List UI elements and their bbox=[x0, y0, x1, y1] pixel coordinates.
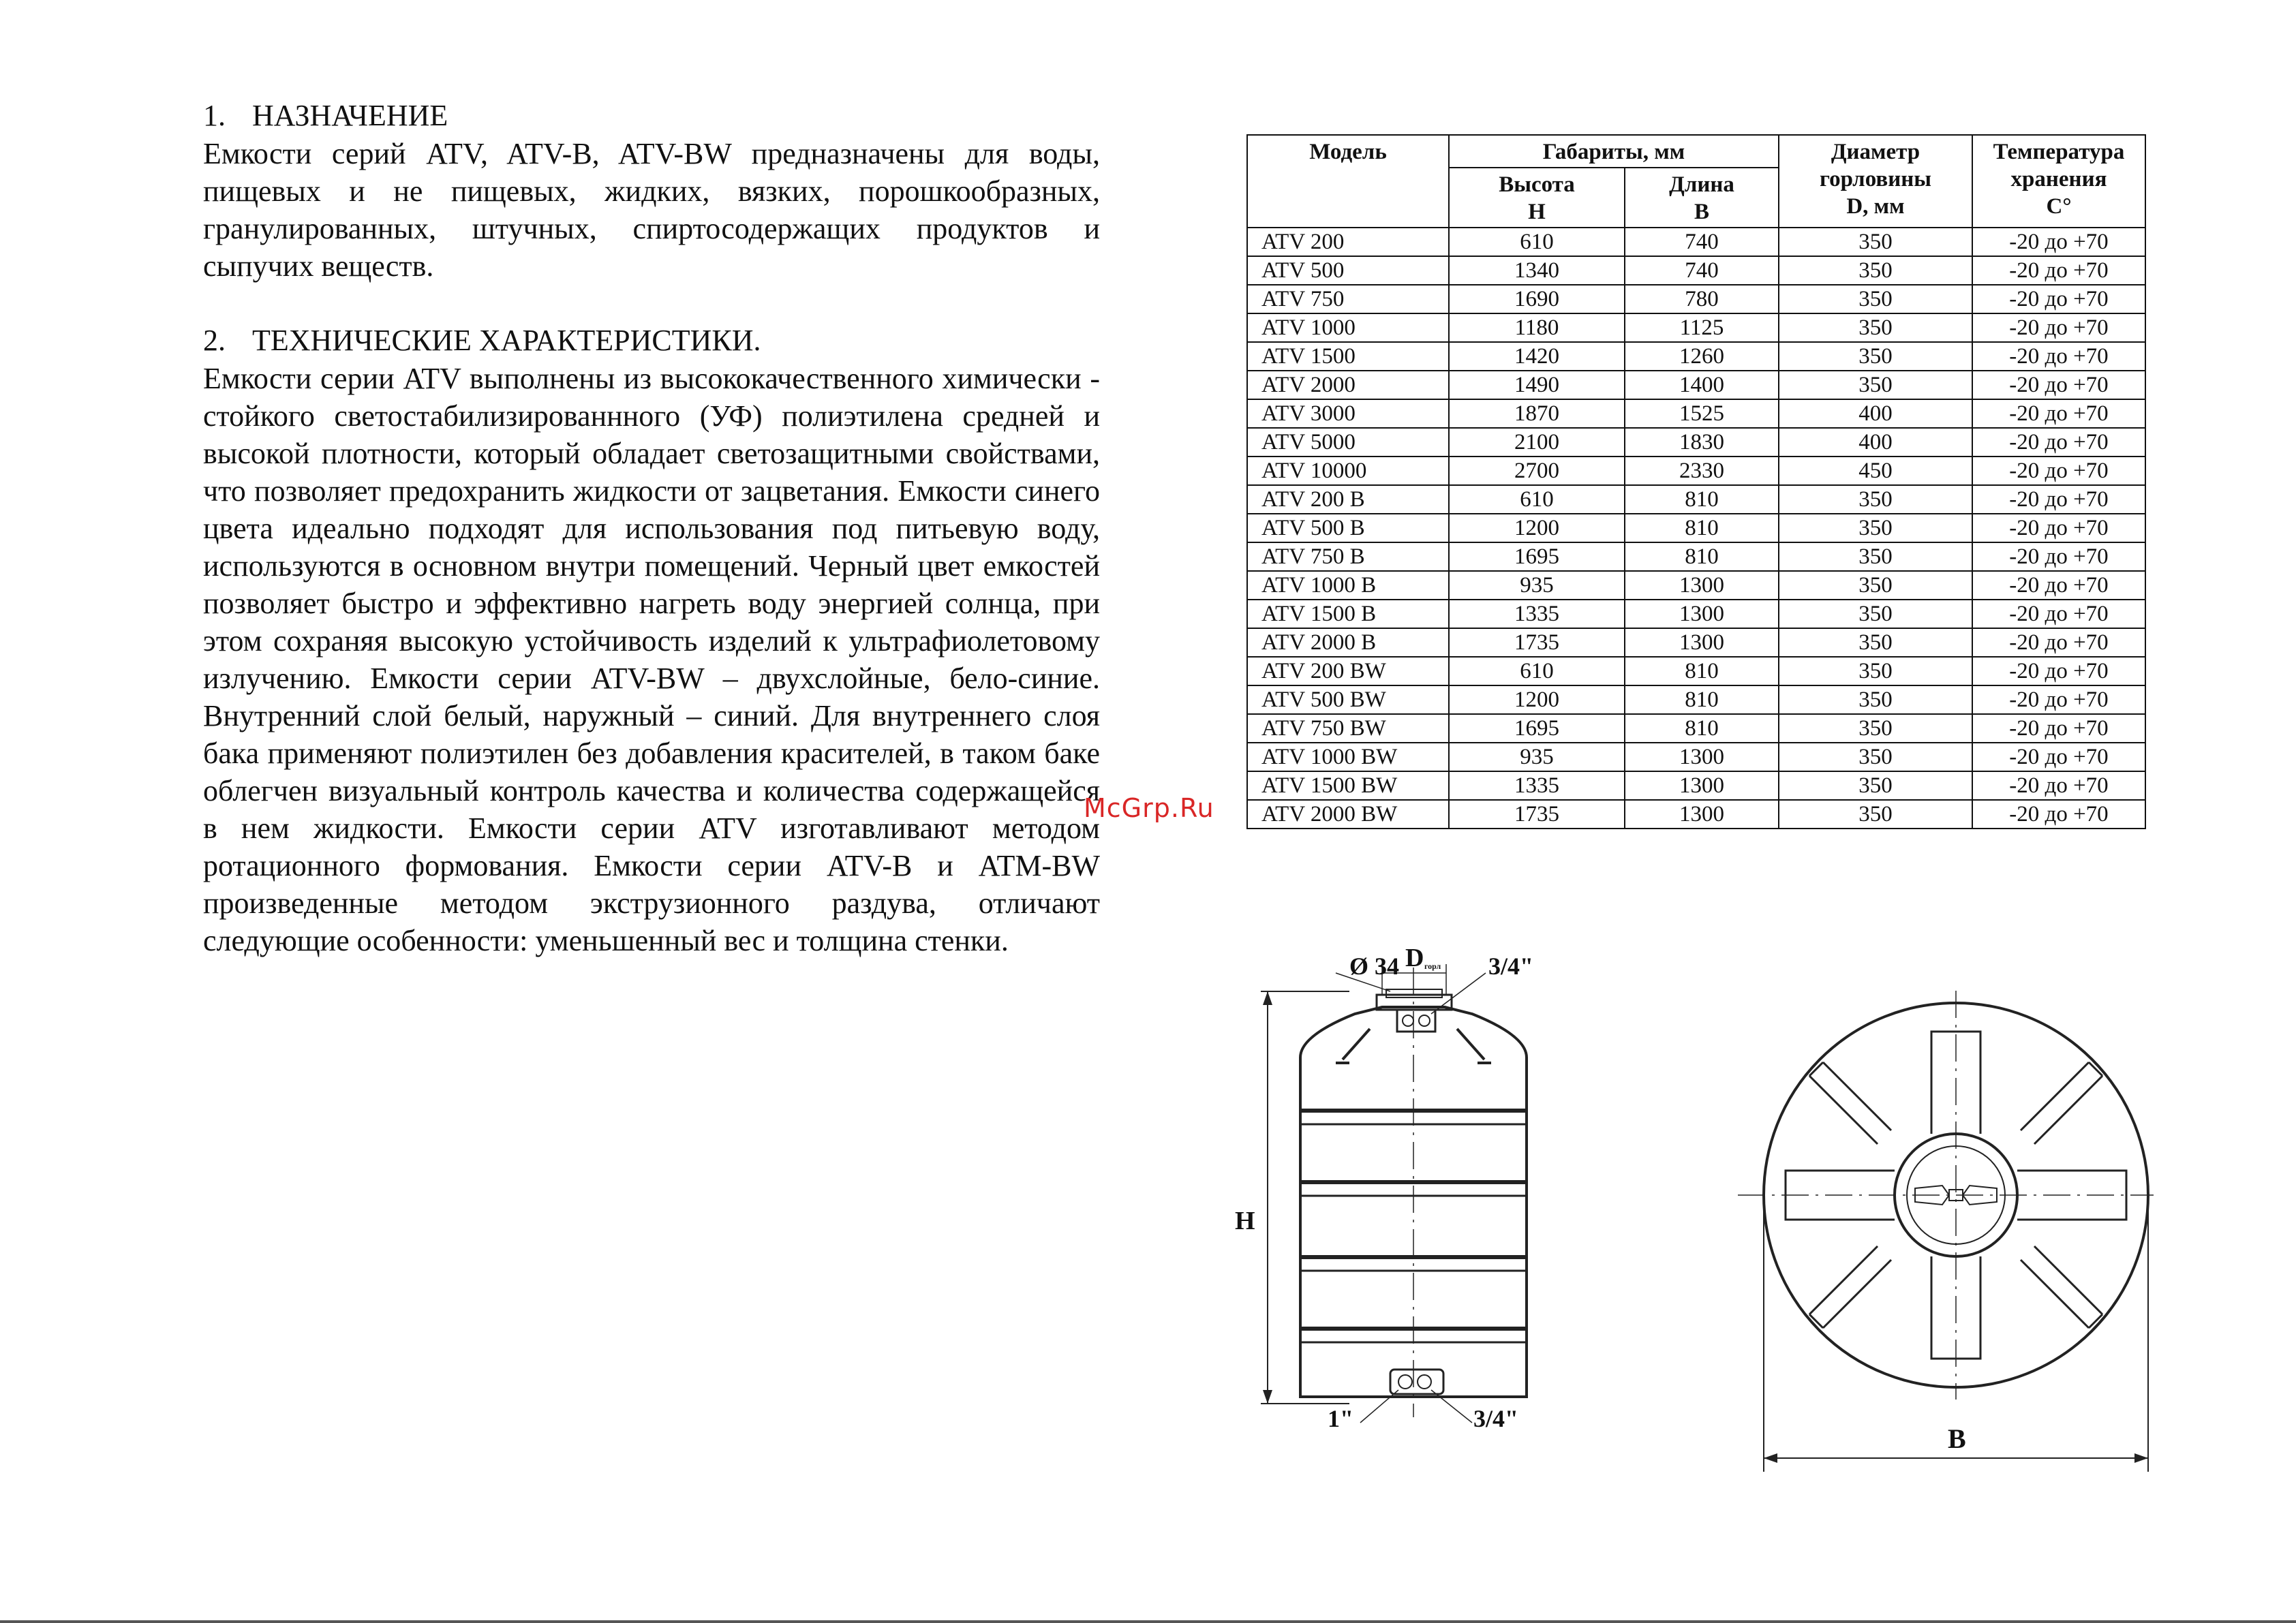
cell-length: 1525 bbox=[1625, 399, 1779, 428]
cell-length: 740 bbox=[1625, 256, 1779, 285]
label-top-fitting: 3/4" bbox=[1488, 953, 1533, 980]
cell-temperature: -20 до +70 bbox=[1972, 714, 2145, 743]
cell-model: ATV 500 bbox=[1247, 256, 1449, 285]
cell-diameter: 350 bbox=[1779, 485, 1972, 514]
cell-length: 780 bbox=[1625, 285, 1779, 313]
cell-model: ATV 2000 bbox=[1247, 371, 1449, 399]
table-row bbox=[1247, 285, 2145, 313]
label-h: H bbox=[1235, 1207, 1255, 1235]
cell-model: ATV 500 BW bbox=[1247, 685, 1449, 714]
cell-temperature: -20 до +70 bbox=[1972, 685, 2145, 714]
cell-height: 1870 bbox=[1449, 399, 1625, 428]
cell-height: 2700 bbox=[1449, 457, 1625, 485]
table-row bbox=[1247, 657, 2145, 685]
cell-diameter: 350 bbox=[1779, 228, 1972, 256]
cell-temperature: -20 до +70 bbox=[1972, 428, 2145, 457]
table-row bbox=[1247, 571, 2145, 600]
cell-height: 1420 bbox=[1449, 342, 1625, 371]
cell-diameter: 400 bbox=[1779, 399, 1972, 428]
cell-temperature: -20 до +70 bbox=[1972, 285, 2145, 313]
cell-length: 810 bbox=[1625, 714, 1779, 743]
cell-model: ATV 200 B bbox=[1247, 485, 1449, 514]
section-1-heading bbox=[203, 97, 1100, 135]
cell-model: ATV 1500 bbox=[1247, 342, 1449, 371]
cell-length: 1300 bbox=[1625, 600, 1779, 628]
cell-model: ATV 5000 bbox=[1247, 428, 1449, 457]
header-temperature: Температура хранения C° bbox=[1972, 135, 2145, 228]
text-column bbox=[203, 97, 1100, 959]
cell-diameter: 350 bbox=[1779, 628, 1972, 657]
cell-diameter: 350 bbox=[1779, 542, 1972, 571]
cell-model: ATV 750 bbox=[1247, 285, 1449, 313]
table-row bbox=[1247, 342, 2145, 371]
cell-diameter: 350 bbox=[1779, 685, 1972, 714]
cell-height: 1340 bbox=[1449, 256, 1625, 285]
cell-height: 1735 bbox=[1449, 800, 1625, 829]
cell-model: ATV 750 BW bbox=[1247, 714, 1449, 743]
cell-diameter: 350 bbox=[1779, 256, 1972, 285]
section-2-title: ТЕХНИЧЕСКИЕ ХАРАКТЕРИСТИКИ. bbox=[252, 324, 761, 357]
cell-temperature: -20 до +70 bbox=[1972, 800, 2145, 829]
cell-height: 610 bbox=[1449, 657, 1625, 685]
cell-diameter: 350 bbox=[1779, 800, 1972, 829]
cell-model: ATV 750 B bbox=[1247, 542, 1449, 571]
label-d-subscript: горл bbox=[1424, 961, 1441, 971]
section-2-heading bbox=[203, 322, 1100, 360]
cell-temperature: -20 до +70 bbox=[1972, 628, 2145, 657]
header-height: Высота H bbox=[1449, 168, 1625, 228]
table-row bbox=[1247, 457, 2145, 485]
cell-height: 935 bbox=[1449, 571, 1625, 600]
cell-diameter: 350 bbox=[1779, 342, 1972, 371]
cell-model: ATV 1500 BW bbox=[1247, 771, 1449, 800]
cell-temperature: -20 до +70 bbox=[1972, 485, 2145, 514]
cell-temperature: -20 до +70 bbox=[1972, 571, 2145, 600]
cell-temperature: -20 до +70 bbox=[1972, 228, 2145, 256]
cell-diameter: 350 bbox=[1779, 285, 1972, 313]
tank-side-view bbox=[1261, 964, 1527, 1423]
cell-diameter: 400 bbox=[1779, 428, 1972, 457]
cell-length: 810 bbox=[1625, 542, 1779, 571]
tank-top-view bbox=[1738, 991, 2154, 1400]
cell-temperature: -20 до +70 bbox=[1972, 313, 2145, 342]
section-1-number: 1. bbox=[203, 99, 226, 132]
table-row bbox=[1247, 771, 2145, 800]
watermark: McGrp.Ru bbox=[1084, 793, 1214, 823]
cell-height: 1695 bbox=[1449, 714, 1625, 743]
cell-temperature: -20 до +70 bbox=[1972, 743, 2145, 771]
table-row bbox=[1247, 714, 2145, 743]
label-d34: Ø 34 bbox=[1349, 953, 1400, 980]
cell-temperature: -20 до +70 bbox=[1972, 457, 2145, 485]
cell-model: ATV 10000 bbox=[1247, 457, 1449, 485]
label-bottom-left-fitting: 1" bbox=[1328, 1405, 1353, 1432]
cell-length: 1300 bbox=[1625, 771, 1779, 800]
cell-diameter: 350 bbox=[1779, 714, 1972, 743]
cell-model: ATV 200 bbox=[1247, 228, 1449, 256]
cell-height: 935 bbox=[1449, 743, 1625, 771]
table-row bbox=[1247, 600, 2145, 628]
cell-length: 1300 bbox=[1625, 571, 1779, 600]
cell-diameter: 450 bbox=[1779, 457, 1972, 485]
cell-length: 1125 bbox=[1625, 313, 1779, 342]
table-row bbox=[1247, 514, 2145, 542]
cell-length: 810 bbox=[1625, 514, 1779, 542]
cell-diameter: 350 bbox=[1779, 771, 1972, 800]
cell-temperature: -20 до +70 bbox=[1972, 514, 2145, 542]
table-row bbox=[1247, 313, 2145, 342]
section-1-title: НАЗНАЧЕНИЕ bbox=[252, 99, 448, 132]
cell-length: 1260 bbox=[1625, 342, 1779, 371]
cell-height: 2100 bbox=[1449, 428, 1625, 457]
cell-length: 740 bbox=[1625, 228, 1779, 256]
table-row bbox=[1247, 800, 2145, 829]
cell-height: 1335 bbox=[1449, 771, 1625, 800]
table-row bbox=[1247, 743, 2145, 771]
cell-diameter: 350 bbox=[1779, 600, 1972, 628]
cell-model: ATV 500 B bbox=[1247, 514, 1449, 542]
cell-length: 2330 bbox=[1625, 457, 1779, 485]
table-row bbox=[1247, 371, 2145, 399]
cell-height: 1335 bbox=[1449, 600, 1625, 628]
cell-model: ATV 1000 B bbox=[1247, 571, 1449, 600]
cell-diameter: 350 bbox=[1779, 657, 1972, 685]
cell-height: 1200 bbox=[1449, 685, 1625, 714]
cell-diameter: 350 bbox=[1779, 371, 1972, 399]
cell-length: 810 bbox=[1625, 657, 1779, 685]
cell-temperature: -20 до +70 bbox=[1972, 371, 2145, 399]
cell-temperature: -20 до +70 bbox=[1972, 256, 2145, 285]
cell-model: ATV 2000 BW bbox=[1247, 800, 1449, 829]
cell-temperature: -20 до +70 bbox=[1972, 600, 2145, 628]
table-row bbox=[1247, 628, 2145, 657]
cell-length: 1300 bbox=[1625, 800, 1779, 829]
cell-temperature: -20 до +70 bbox=[1972, 542, 2145, 571]
cell-diameter: 350 bbox=[1779, 571, 1972, 600]
label-b: B bbox=[1948, 1423, 1966, 1454]
table-row bbox=[1247, 485, 2145, 514]
cell-diameter: 350 bbox=[1779, 514, 1972, 542]
header-model: Модель bbox=[1247, 135, 1449, 228]
cell-height: 1180 bbox=[1449, 313, 1625, 342]
cell-length: 810 bbox=[1625, 685, 1779, 714]
specs-table-wrapper bbox=[1246, 134, 2145, 829]
cell-temperature: -20 до +70 bbox=[1972, 771, 2145, 800]
cell-temperature: -20 до +70 bbox=[1972, 657, 2145, 685]
cell-length: 1300 bbox=[1625, 743, 1779, 771]
label-d: D bbox=[1405, 944, 1424, 972]
cell-temperature: -20 до +70 bbox=[1972, 399, 2145, 428]
cell-height: 610 bbox=[1449, 228, 1625, 256]
cell-height: 1200 bbox=[1449, 514, 1625, 542]
section-2-text: Емкости серии ATV выполнены из высококачественного химически - стойкого светостабилизированнного (УФ) полиэтилена средней и высокой плотности, который обладает светозащитными свойствами, что позволяет предохранить жидкости от зацветания. Емкости синего цвета идеально подходят для использования под питьевую воду, используются в основном внутри помещений. Черный цвет емкостей позволяет быстро и эффективно нагреть воду энергией солнца, при этом сохраняя высокую устойчивость изделий к ультрафиолетовому излучению. Емкости серии ATV-BW – двухслойные, бело-синие. Внутренний слой белый, наружный – синий. Для внутреннего слоя бака применяют полиэтилен без добавления красителей, в таком баке облегчен визуальный контроль качества и количества содержащейся в нем жидкости. Емкости серии ATV изготавливают методом ротационного формования. Емкости серии ATV-B и ATM-BW произведенные методом экструзионного раздува, отличают следующие особенности: уменьшенный вес и толщина стенки. bbox=[203, 362, 1100, 957]
cell-height: 1735 bbox=[1449, 628, 1625, 657]
cell-model: ATV 1500 B bbox=[1247, 600, 1449, 628]
table-row bbox=[1247, 542, 2145, 571]
cell-length: 810 bbox=[1625, 485, 1779, 514]
table-row bbox=[1247, 685, 2145, 714]
header-diameter: Диаметр горловины D, мм bbox=[1779, 135, 1972, 228]
cell-height: 1695 bbox=[1449, 542, 1625, 571]
cell-diameter: 350 bbox=[1779, 743, 1972, 771]
cell-height: 1690 bbox=[1449, 285, 1625, 313]
page-bottom-rule bbox=[0, 1620, 2296, 1623]
label-bottom-right-fitting: 3/4" bbox=[1473, 1405, 1518, 1432]
table-row bbox=[1247, 256, 2145, 285]
header-dimensions: Габариты, мм bbox=[1449, 135, 1779, 168]
cell-temperature: -20 до +70 bbox=[1972, 342, 2145, 371]
specs-table bbox=[1246, 134, 2146, 829]
cell-length: 1400 bbox=[1625, 371, 1779, 399]
section-1-text: Емкости серий ATV, ATV-B, ATV-BW предназначены для воды, пищевых и не пищевых, жидких, вязких, порошкообразных, гранулированных, штучных, спиртосодержащих продуктов и сыпучих веществ. bbox=[203, 137, 1100, 283]
table-row bbox=[1247, 399, 2145, 428]
table-row bbox=[1247, 428, 2145, 457]
cell-length: 1830 bbox=[1625, 428, 1779, 457]
cell-model: ATV 200 BW bbox=[1247, 657, 1449, 685]
cell-model: ATV 2000 B bbox=[1247, 628, 1449, 657]
table-row bbox=[1247, 228, 2145, 256]
cell-model: ATV 1000 BW bbox=[1247, 743, 1449, 771]
cell-height: 610 bbox=[1449, 485, 1625, 514]
section-2-number: 2. bbox=[203, 324, 226, 357]
tank-drawing bbox=[1227, 927, 2154, 1485]
cell-model: ATV 1000 bbox=[1247, 313, 1449, 342]
cell-length: 1300 bbox=[1625, 628, 1779, 657]
header-length: Длина B bbox=[1625, 168, 1779, 228]
cell-model: ATV 3000 bbox=[1247, 399, 1449, 428]
table-body bbox=[1247, 228, 2145, 829]
cell-diameter: 350 bbox=[1779, 313, 1972, 342]
cell-height: 1490 bbox=[1449, 371, 1625, 399]
